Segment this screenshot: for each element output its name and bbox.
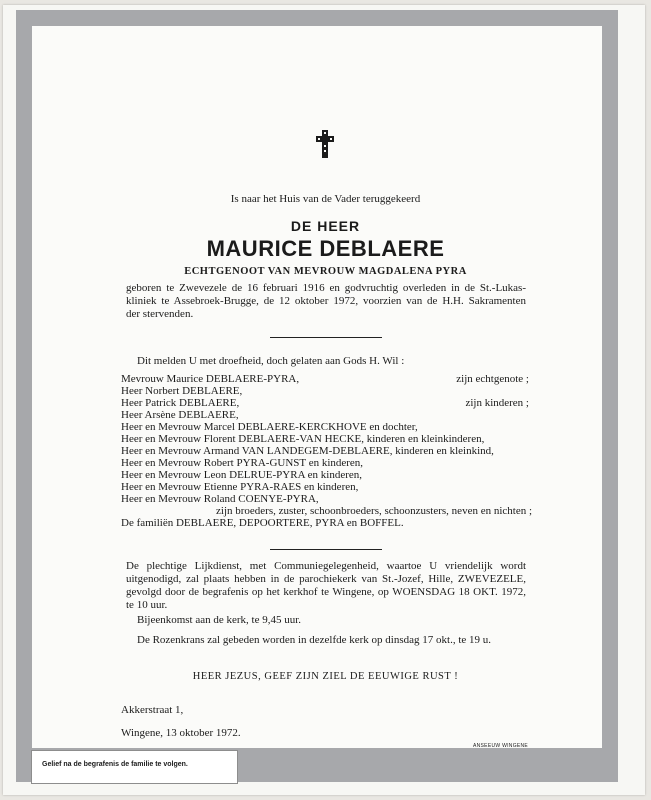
family-name: Heer Arsène DEBLAERE,	[121, 409, 239, 421]
family-row	[121, 517, 529, 529]
family-name: Mevrouw Maurice DEBLAERE-PYRA,	[121, 373, 300, 385]
family-row	[121, 493, 529, 505]
intro-line: Is naar het Huis van de Vader teruggekeerd	[230, 193, 421, 205]
family-row	[121, 373, 529, 385]
family-name: Heer en Mevrouw Marcel DEBLAERE-KERCKHOVE en dochter,	[121, 421, 418, 433]
service-line: te 10 uur.	[126, 599, 168, 611]
family-name: Heer en Mevrouw Etienne PYRA-RAES en kinderen,	[121, 481, 359, 493]
place-date-line: Wingene, 13 oktober 1972.	[121, 727, 241, 739]
birth-line: kliniek te Assebroek-Brugge, de 12 oktober 1972, voorzien van de H.H. Sakramenten	[126, 295, 526, 307]
divider	[270, 337, 382, 338]
family-name: Heer Norbert DEBLAERE,	[121, 385, 243, 397]
service-paragraph	[126, 560, 526, 612]
family-name: zijn broeders, zuster, schoonbroeders, schoonzusters, neven en nichten ;	[216, 505, 533, 517]
deceased-name: MAURICE DEBLAERE	[206, 236, 445, 261]
family-row	[121, 421, 529, 433]
family-row	[121, 397, 529, 409]
family-row	[121, 433, 529, 445]
family-row	[121, 385, 529, 397]
family-name: De familiën DEBLAERE, DEPOORTERE, PYRA en BOFFEL.	[121, 517, 404, 529]
family-relation: zijn echtgenote ;	[456, 373, 529, 385]
service-line: uitgenodigd, zal plaats hebben in de parochiekerk van St.-Jozef, Hille, ZWEVEZELE,	[126, 573, 526, 585]
family-row	[121, 481, 529, 493]
birth-line: geboren te Zwevezele de 16 februari 1916 en godvruchtig overleden in de St.-Lukas-	[126, 282, 526, 294]
family-row	[121, 505, 533, 517]
family-name: Heer en Mevrouw Florent DEBLAERE-VAN HECKE, kinderen en kleinkinderen,	[121, 433, 485, 445]
printer-mark: ANSEEUW WINGENE	[473, 743, 529, 749]
announce-line: Dit melden U met droefheid, doch gelaten aan Gods H. Wil :	[137, 355, 405, 367]
family-list	[121, 373, 533, 529]
service-line: gevolgd door de begrafenis op het kerkhof te Wingene, op WOENSDAG 18 OKT. 1972,	[126, 586, 526, 598]
divider	[270, 549, 382, 550]
rosary-line: De Rozenkrans zal gebeden worden in dezelfde kerk op dinsdag 17 okt., te 19 u.	[137, 634, 492, 646]
family-name: Heer Patrick DEBLAERE,	[121, 397, 240, 409]
family-name: Heer en Mevrouw Roland COENYE-PYRA,	[121, 493, 319, 505]
closing-prayer: HEER JEZUS, GEEF ZIJN ZIEL DE EEUWIGE RUST !	[192, 671, 459, 682]
family-relation: zijn kinderen ;	[465, 397, 529, 409]
family-name: Heer en Mevrouw Leon DELRUE-PYRA en kinderen,	[121, 469, 363, 481]
sticker-text: Gelief na de begrafenis de familie te volgen.	[42, 761, 188, 768]
service-line: De plechtige Lijkdienst, met Communiegelegenheid, waartoe U vriendelijk wordt	[126, 560, 526, 572]
spouse-line: ECHTGENOOT VAN MEVROUW MAGDALENA PYRA	[184, 266, 467, 277]
gathering-line: Bijeenkomst aan de kerk, te 9,45 uur.	[137, 614, 302, 626]
birth-line: der stervenden.	[126, 308, 194, 320]
address-line: Akkerstraat 1,	[121, 704, 184, 716]
family-row	[121, 457, 529, 469]
follow-family-sticker	[31, 750, 238, 784]
cross-icon	[316, 130, 334, 158]
family-row	[121, 445, 529, 457]
family-row	[121, 469, 529, 481]
title-de-heer: DE HEER	[290, 218, 361, 234]
family-name: Heer en Mevrouw Robert PYRA-GUNST en kinderen,	[121, 457, 364, 469]
family-name: Heer en Mevrouw Armand VAN LANDEGEM-DEBLAERE, kinderen en kleinkind,	[121, 445, 494, 457]
birth-death-paragraph	[126, 282, 526, 321]
family-row	[121, 409, 529, 421]
